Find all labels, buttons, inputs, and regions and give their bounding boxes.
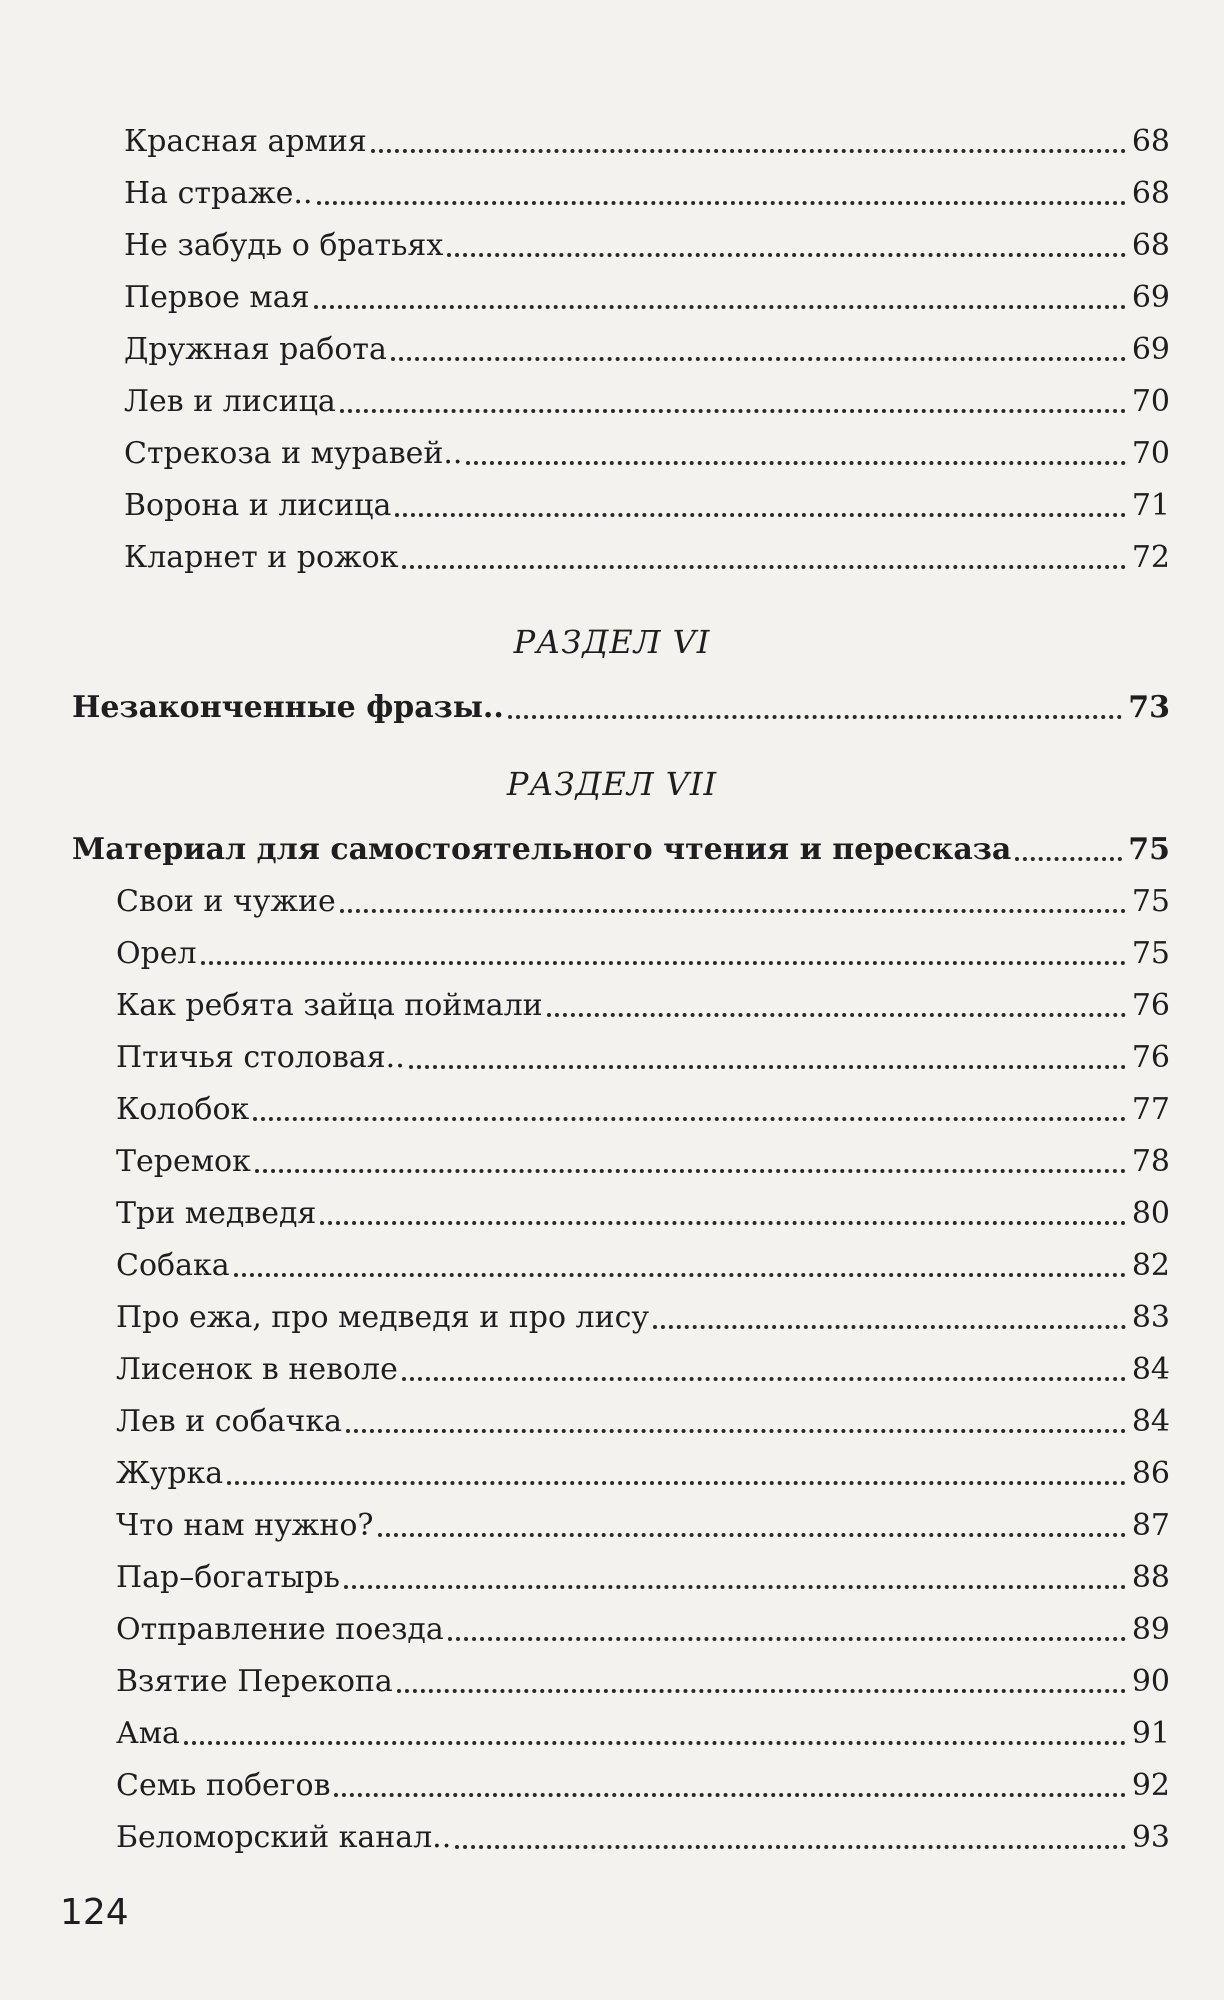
toc-entry-title: Журка <box>116 1456 224 1491</box>
toc-entry-page: 78 <box>1131 1144 1170 1179</box>
toc-entry-title: Семь побегов <box>116 1768 331 1803</box>
dot-leader <box>409 1021 1126 1069</box>
dot-leader <box>184 1697 1126 1745</box>
toc-entry-title: Лев и лисица <box>124 384 336 419</box>
toc-entry-title: Три медведя <box>116 1196 317 1231</box>
toc-entry-title: Не забудь о братьях <box>124 228 444 263</box>
toc-entry-page: 76 <box>1131 988 1170 1023</box>
section-heading: РАЗДЕЛ VII <box>506 765 718 803</box>
toc-entry-page: 70 <box>1131 384 1170 419</box>
toc-entry-page: 68 <box>1131 176 1170 211</box>
toc-entry-page: 83 <box>1131 1300 1170 1335</box>
toc-main-entry <box>72 686 1170 730</box>
toc-entry-title: Свои и чужие <box>116 884 336 919</box>
toc-entry-title: Дружная работа <box>124 332 387 367</box>
toc-entry-page: 87 <box>1131 1508 1170 1543</box>
toc-entry-title: Про ежа, про медведя и про лису <box>116 1300 650 1335</box>
toc-entry-title: Как ребята зайца поймали <box>116 988 543 1023</box>
toc-entry-title: Материал для самостоятельного чтения и пересказа <box>72 832 1012 867</box>
toc-entry-title: Красная армия <box>124 124 367 159</box>
dot-leader <box>402 1333 1126 1381</box>
dot-leader <box>201 917 1126 965</box>
toc-entry-title: Собака <box>116 1248 230 1283</box>
toc-entry-title: Лисенок в неволе <box>116 1352 398 1387</box>
toc-entry-page: 92 <box>1131 1768 1170 1803</box>
dot-leader <box>371 105 1126 153</box>
toc-entry-page: 89 <box>1131 1612 1170 1647</box>
toc-entry-page: 86 <box>1131 1456 1170 1491</box>
dot-leader <box>508 671 1122 719</box>
dot-leader <box>448 1593 1126 1641</box>
dot-leader <box>391 313 1126 361</box>
dot-leader <box>344 1541 1126 1589</box>
dot-leader <box>334 1749 1125 1797</box>
toc-entry-page: 88 <box>1131 1560 1170 1595</box>
page-number: 124 <box>60 1892 129 1933</box>
dot-leader <box>455 1801 1126 1849</box>
dot-leader <box>402 521 1125 569</box>
toc-entry-page: 70 <box>1131 436 1170 471</box>
dot-leader <box>227 1437 1126 1485</box>
toc-entry-page: 82 <box>1131 1248 1170 1283</box>
toc-entry-title: Птичья столовая.. <box>116 1040 405 1075</box>
toc-entry-title: Теремок <box>116 1144 251 1179</box>
toc-entry-title: Незаконченные фразы.. <box>72 690 504 725</box>
toc-entry-page: 75 <box>1131 936 1170 971</box>
section-heading: РАЗДЕЛ VI <box>513 623 711 661</box>
toc-entry-page: 69 <box>1131 280 1170 315</box>
toc-entry-page: 73 <box>1128 690 1170 725</box>
dot-leader <box>378 1489 1126 1537</box>
dot-leader <box>547 969 1126 1017</box>
toc-entry-page: 91 <box>1131 1716 1170 1751</box>
dot-leader <box>320 1177 1125 1225</box>
toc-entry-page: 68 <box>1131 124 1170 159</box>
dot-leader <box>255 1125 1126 1173</box>
toc-entry-title: Орел <box>116 936 197 971</box>
toc-entry-page: 84 <box>1131 1404 1170 1439</box>
toc-entry-page: 68 <box>1131 228 1170 263</box>
dot-leader <box>340 365 1126 413</box>
dot-leader <box>466 417 1125 465</box>
dot-leader <box>234 1229 1126 1277</box>
dot-leader <box>653 1281 1126 1329</box>
toc-entry-title: Кларнет и рожок <box>124 540 399 575</box>
toc-entry-title: Стрекоза и муравей.. <box>124 436 463 471</box>
dot-leader <box>346 1385 1126 1433</box>
toc-entry-page: 71 <box>1131 488 1170 523</box>
toc-entry-page: 69 <box>1131 332 1170 367</box>
dot-leader <box>317 157 1126 205</box>
dot-leader <box>395 469 1125 517</box>
toc-entry-page: 90 <box>1131 1664 1170 1699</box>
toc-entry-title: Пар–богатырь <box>116 1560 340 1595</box>
dot-leader <box>447 209 1126 257</box>
dot-leader <box>397 1645 1126 1693</box>
toc-entry-title: Что нам нужно? <box>116 1508 374 1543</box>
toc-entry-page: 84 <box>1131 1352 1170 1387</box>
toc-entry-title: Отправление поезда <box>116 1612 444 1647</box>
toc-entry-title: Ама <box>116 1716 180 1751</box>
toc-entry-page: 75 <box>1128 832 1170 867</box>
toc-entry <box>124 536 1170 580</box>
toc-entry-page: 76 <box>1131 1040 1170 1075</box>
dot-leader <box>340 865 1126 913</box>
toc-entry-title: Первое мая <box>124 280 310 315</box>
dot-leader <box>253 1073 1126 1121</box>
toc-entry-title: Колобок <box>116 1092 250 1127</box>
toc-entry-title: Лев и собачка <box>116 1404 343 1439</box>
toc-entry-page: 80 <box>1131 1196 1170 1231</box>
toc-entry-page: 93 <box>1131 1820 1170 1855</box>
dot-leader <box>314 261 1126 309</box>
toc-entry-title: Беломорский канал.. <box>116 1820 452 1855</box>
toc-entry-title: На страже.. <box>124 176 313 211</box>
toc-entry-page: 75 <box>1131 884 1170 919</box>
toc-entry-page: 77 <box>1131 1092 1170 1127</box>
dot-leader <box>1015 813 1122 861</box>
toc-entry-page: 72 <box>1131 540 1170 575</box>
toc-entry <box>116 1816 1170 1860</box>
toc-entry-title: Ворона и лисица <box>124 488 392 523</box>
toc-entry-title: Взятие Перекопа <box>116 1664 393 1699</box>
